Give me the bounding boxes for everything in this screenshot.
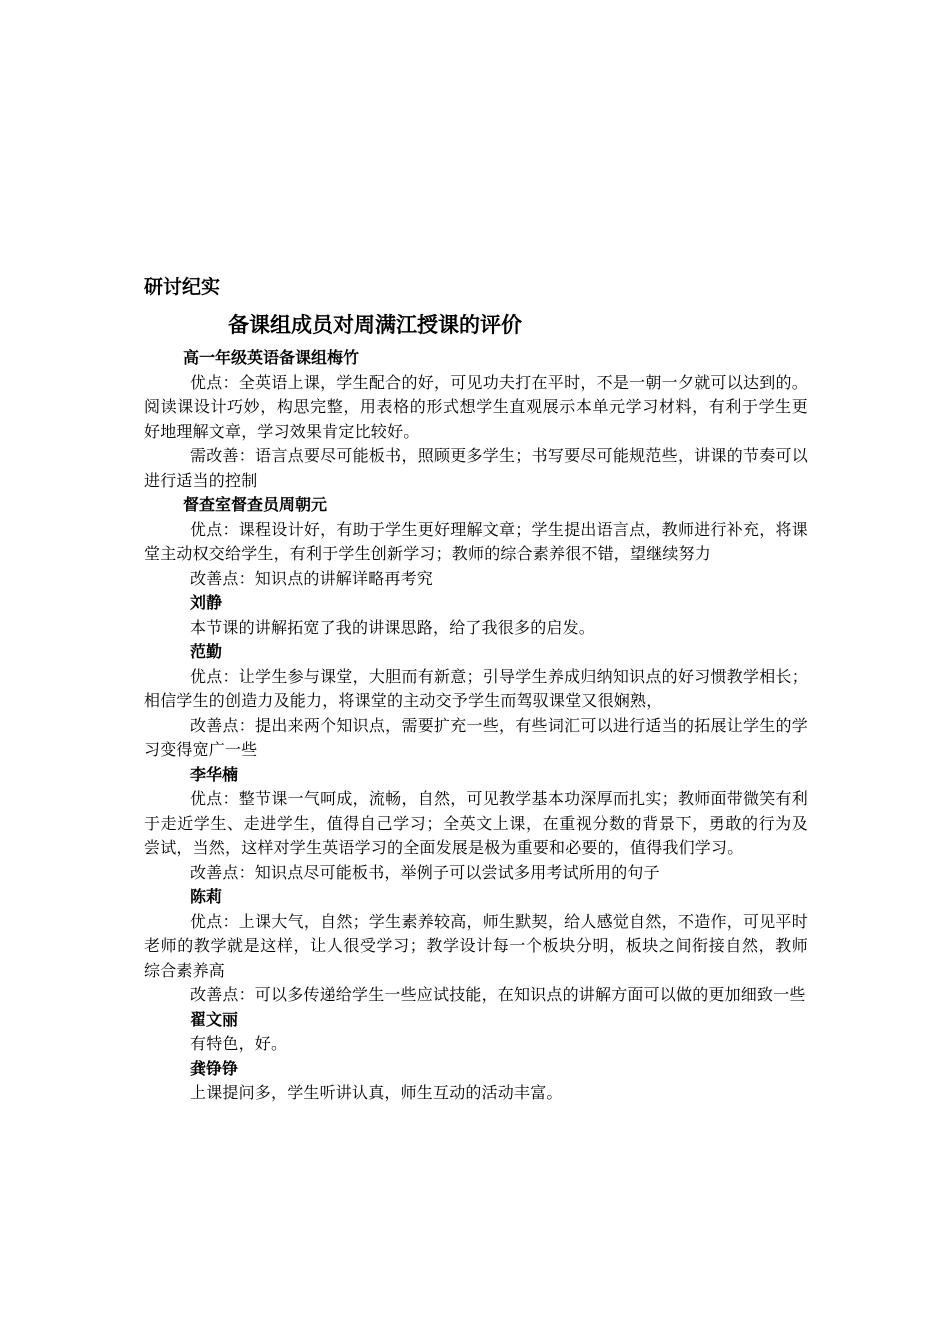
reviewer-name: 督查室督查员周朝元 bbox=[183, 495, 328, 514]
review-paragraph: 有特色，好。 bbox=[190, 1034, 288, 1053]
reviewer-name: 翟文丽 bbox=[190, 1009, 239, 1029]
reviewer-name: 陈莉 bbox=[190, 887, 223, 906]
reviewer-name: 高一年级英语备课组梅竹 bbox=[183, 348, 360, 367]
section-label: 研讨纪实 bbox=[144, 276, 221, 298]
review-block bbox=[144, 346, 808, 493]
review-block bbox=[144, 763, 808, 886]
review-paragraph: 改善点：知识点尽可能板书，举例子可以尝试多用考试所用的句子 bbox=[190, 862, 660, 882]
review-paragraph: 优点：上课大气，自然；学生素养较高，师生默契，给人感觉自然，不造作，可见平时老师的教学就是这样，让人很受学习；教学设计每一个板块分明，板块之间衔接自然，教师综合素养高 bbox=[144, 911, 808, 980]
review-paragraph: 优点：整节课一气呵成，流畅，自然，可见教学基本功深厚而扎实；教师面带微笑有利于走近学生、走进学生，值得自己学习；全英文上课，在重视分数的背景下，勇敢的行为及尝试，当然，这样对学生英语学习的全面发展是极为重要和必要的，值得我们学习。 bbox=[144, 789, 808, 857]
reviewer-name: 刘静 bbox=[190, 593, 223, 612]
review-block bbox=[144, 493, 808, 591]
document-page bbox=[144, 272, 808, 1106]
review-block bbox=[144, 1008, 808, 1057]
review-paragraph: 优点：让学生参与课堂，大胆而有新意；引导学生养成归纳知识点的好习惯教学相长；相信学生的创造力及能力，将课堂的主动交予学生而驾驭课堂又很娴熟， bbox=[144, 666, 808, 710]
review-block bbox=[144, 640, 808, 763]
review-paragraph: 改善点：提出来两个知识点，需要扩充一些，有些词汇可以进行适当的拓展让学生的学习变得宽广一些 bbox=[144, 715, 808, 759]
reviewer-name: 龚铮铮 bbox=[190, 1058, 239, 1078]
review-paragraph: 需改善：语言点要尽可能板书，照顾更多学生；书写要尽可能规范些，讲课的节奏可以进行适当的控制 bbox=[144, 446, 808, 490]
review-paragraph: 本节课的讲解拓宽了我的讲课思路，给了我很多的启发。 bbox=[190, 617, 596, 637]
review-block bbox=[144, 885, 808, 1008]
document-title: 备课组成员对周满江授课的评价 bbox=[228, 313, 522, 337]
review-block bbox=[144, 1057, 808, 1106]
review-paragraph: 优点：全英语上课，学生配合的好，可见功夫打在平时，不是一朝一夕就可以达到的。阅读课设计巧妙，构思完整，用表格的形式想学生直观展示本单元学习材料，有利于学生更好地理解文章，学习效果肯定比较好。 bbox=[144, 372, 808, 441]
review-paragraph: 改善点：可以多传递给学生一些应试技能，在知识点的讲解方面可以做的更加细致一些 bbox=[190, 985, 806, 1004]
reviewer-name: 李华楠 bbox=[190, 764, 239, 784]
review-paragraph: 优点：课程设计好，有助于学生更好理解文章；学生提出语言点，教师进行补充，将课堂主动权交给学生，有利于学生创新学习；教师的综合素养很不错，望继续努力 bbox=[144, 519, 808, 563]
review-block bbox=[144, 591, 808, 640]
review-paragraph: 上课提问多，学生听讲认真，师生互动的活动丰富。 bbox=[190, 1083, 563, 1102]
review-paragraph: 改善点：知识点的讲解详略再考究 bbox=[190, 568, 434, 588]
reviewer-name: 范勤 bbox=[190, 642, 223, 661]
